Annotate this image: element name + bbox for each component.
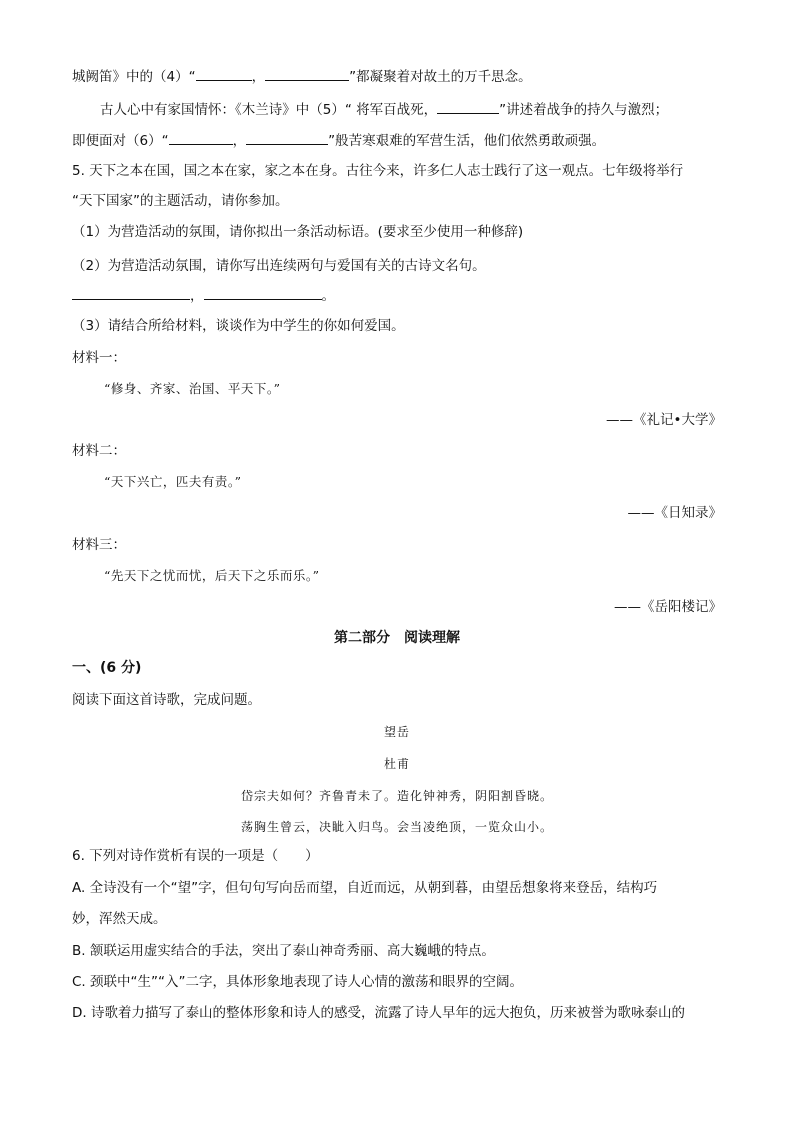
- option-b[interactable]: B. 颔联运用虚实结合的手法，突出了泰山神奇秀丽、高大巍峨的特点。: [72, 943, 495, 959]
- answer-blank-6b[interactable]: [246, 130, 328, 145]
- poem-line-2: 荡胸生曾云，决眦入归鸟。会当凌绝顶，一览众山小。: [240, 820, 553, 834]
- section-1-heading: 一、(6 分): [72, 660, 142, 676]
- answer-blank-6a[interactable]: [169, 130, 233, 145]
- question-6-stem: 6. 下列对诗作赏析有误的一项是（ ）: [72, 848, 319, 864]
- question-5-stem-2: “天下国家”的主题活动，请你参加。: [72, 193, 289, 209]
- part-2-title: 第二部分 阅读理解: [334, 630, 460, 646]
- poem-fill-line-5: 古人心中有家国情怀：《木兰诗》中（5）“ 将军百战死， ”讲述着战争的持久与激烈；: [100, 99, 722, 120]
- poem-fill-line-6: 即便面对（6）“ ， ”般苦寒艰难的军营生活，他们依然勇敢顽强。: [72, 130, 722, 151]
- answer-blank-5-2b[interactable]: [204, 285, 322, 300]
- material-2-label: 材料二：: [72, 443, 126, 459]
- question-5-sub-1: （1）为营造活动的氛围，请你拟出一条活动标语。(要求至少使用一种修辞): [72, 224, 524, 240]
- option-c[interactable]: C. 颈联中“生”“入”二字，具体形象地表现了诗人心情的激荡和眼界的空阔。: [72, 974, 523, 990]
- question-5-answer-blanks: ， 。: [72, 285, 722, 306]
- material-1-label: 材料一：: [72, 350, 126, 366]
- material-2-source: ——《日知录》: [627, 505, 722, 521]
- poem-title: 望岳: [383, 725, 410, 739]
- option-d[interactable]: D. 诗歌着力描写了泰山的整体形象和诗人的感受，流露了诗人早年的远大抱负，历来被誉为歌咏泰山的: [72, 1005, 685, 1021]
- option-a-line-2: 妙，浑然天成。: [72, 911, 167, 927]
- question-5-stem-1: 5. 天下之本在国，国之本在家，家之本在身。古往今来，许多仁人志士践行了这一观点。七年级将举行: [72, 163, 684, 179]
- material-1-source: ——《礼记•大学》: [606, 412, 722, 428]
- answer-blank-5-2a[interactable]: [72, 285, 190, 300]
- answer-blank-4b[interactable]: [265, 66, 349, 81]
- material-1-quote: “修身、齐家、治国、平天下。”: [104, 381, 281, 396]
- material-2-quote: “天下兴亡，匹夫有责。”: [104, 474, 242, 489]
- material-3-source: ——《岳阳楼记》: [614, 599, 722, 615]
- poem-author: 杜甫: [383, 757, 410, 771]
- answer-blank-5[interactable]: [437, 99, 499, 114]
- option-a-line-1[interactable]: A. 全诗没有一个“望”字，但句句写向岳而望，自近而远，从朝到暮，由望岳想象将来登岳，结构巧: [72, 880, 658, 896]
- poem-fill-line-4: 城阙笛》中的（4）“ ， ”都凝聚着对故土的万千思念。: [72, 66, 722, 87]
- poem-line-1: 岱宗夫如何？齐鲁青未了。造化钟神秀，阴阳割昏晓。: [240, 789, 553, 803]
- reading-instruction: 阅读下面这首诗歌，完成问题。: [72, 692, 261, 708]
- material-3-quote: “先天下之忧而忧，后天下之乐而乐。”: [104, 568, 320, 583]
- question-5-sub-2: （2）为营造活动氛围，请你写出连续两句与爱国有关的古诗文名句。: [72, 258, 486, 274]
- question-5-sub-3: （3）请结合所给材料，谈谈作为中学生的你如何爱国。: [72, 318, 405, 334]
- material-3-label: 材料三：: [72, 537, 126, 553]
- answer-blank-4a[interactable]: [196, 66, 252, 81]
